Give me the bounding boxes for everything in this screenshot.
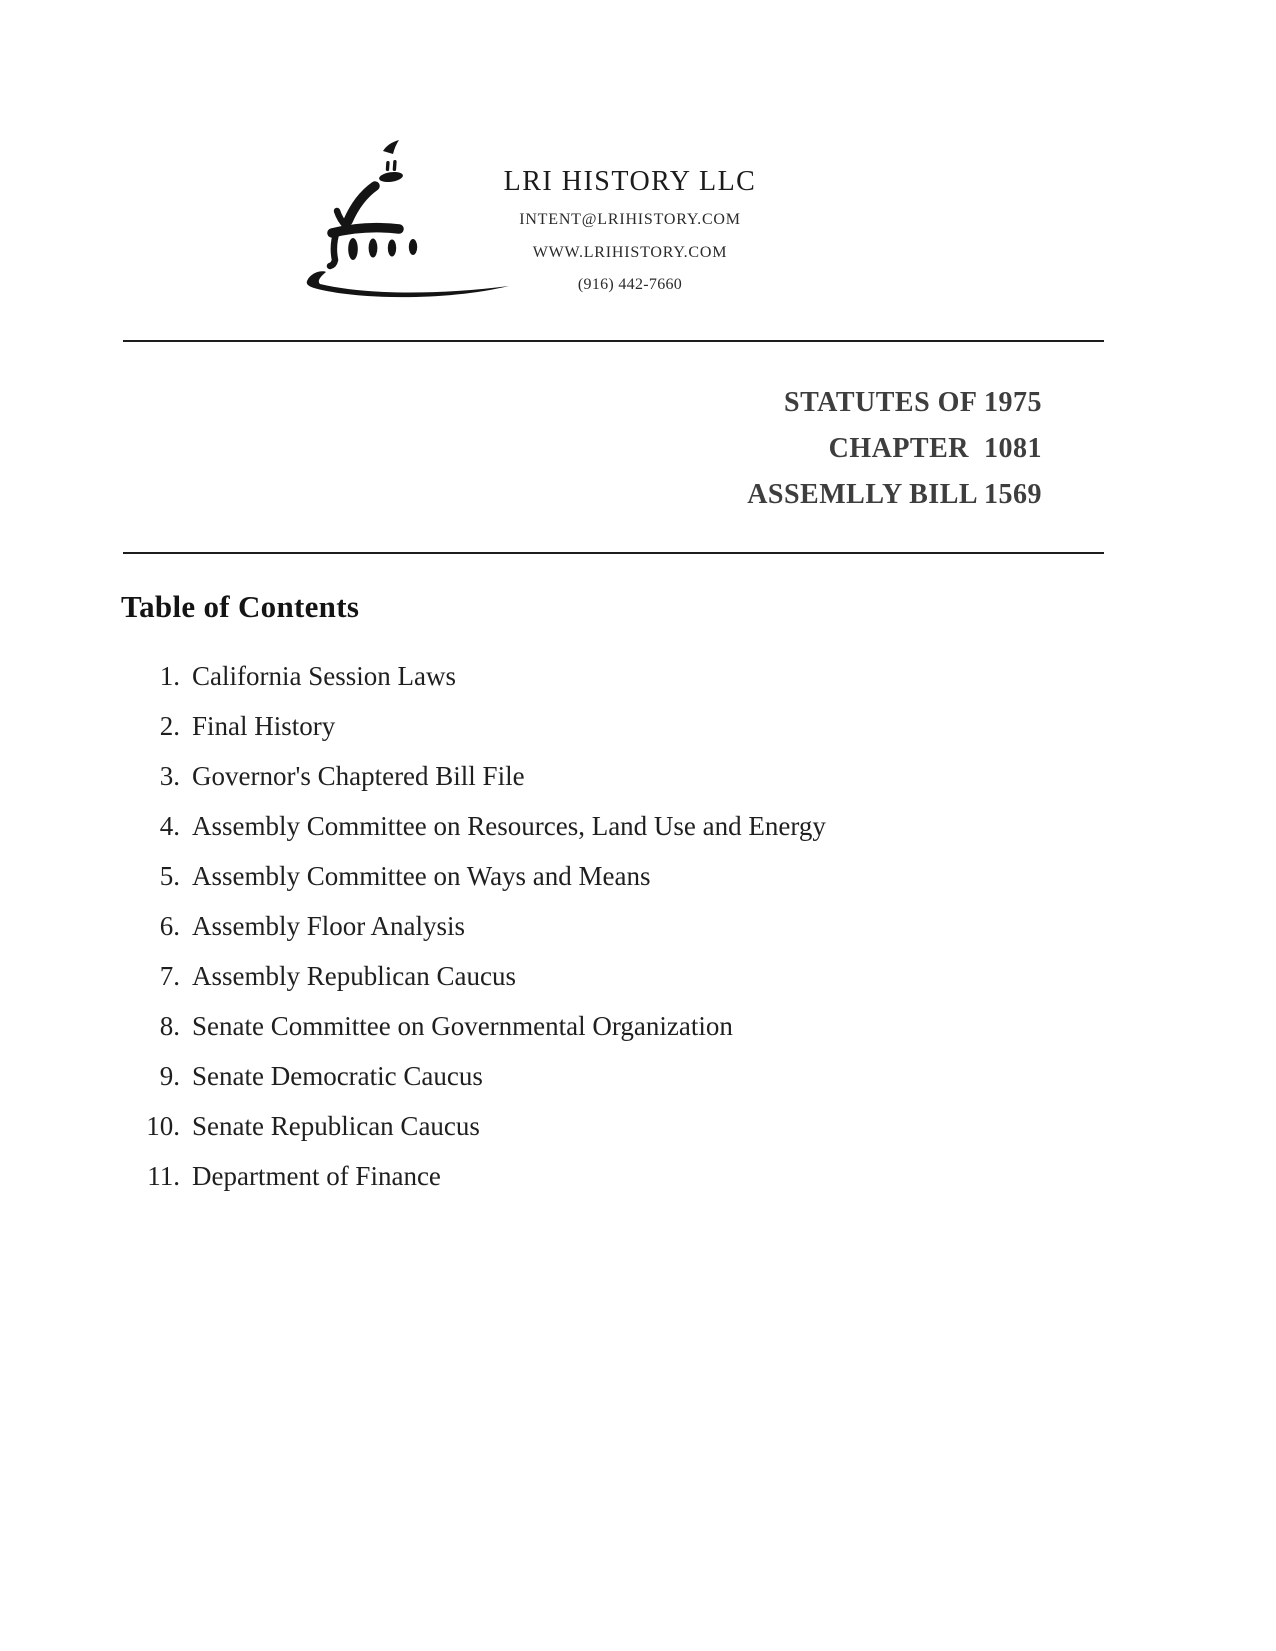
toc-item xyxy=(123,901,826,951)
toc-item-label: Assembly Committee on Ways and Means xyxy=(192,861,651,891)
toc-item xyxy=(123,1051,826,1101)
toc-item xyxy=(123,651,826,701)
toc-item-label: Senate Committee on Governmental Organization xyxy=(192,1011,733,1041)
toc-item xyxy=(123,1101,826,1151)
toc-item xyxy=(123,701,826,751)
statutes-line: STATUTES OF 1975 xyxy=(784,387,1042,418)
toc-list xyxy=(123,651,826,1201)
toc-item xyxy=(123,851,826,901)
toc-item-number: 3. xyxy=(159,761,180,791)
divider-bottom xyxy=(123,552,1104,554)
toc-item xyxy=(123,751,826,801)
toc-item-label: Final History xyxy=(192,711,336,741)
toc-title: Table of Contents xyxy=(121,589,360,624)
toc-item-number: 5. xyxy=(159,861,180,891)
divider-top xyxy=(123,340,1104,342)
letterhead xyxy=(420,165,840,297)
toc-item xyxy=(123,801,826,851)
phone-number: (916) 442-7660 xyxy=(577,276,683,293)
toc-item-label: Assembly Floor Analysis xyxy=(192,911,466,941)
toc-item-number: 9. xyxy=(159,1061,180,1091)
chapter-line: CHAPTER 1081 xyxy=(828,433,1042,464)
toc-item xyxy=(123,1151,826,1201)
toc-item-label: California Session Laws xyxy=(192,661,456,691)
toc-item-label: Senate Democratic Caucus xyxy=(192,1061,483,1091)
toc-item-number: 11. xyxy=(147,1161,180,1191)
company-name: LRI HISTORY LLC xyxy=(503,166,757,197)
email-address: INTENT@LRIHISTORY.COM xyxy=(519,211,741,228)
toc-item-number: 2. xyxy=(159,711,180,741)
toc-item-number: 8. xyxy=(159,1011,180,1041)
website-address: WWW.LRIHISTORY.COM xyxy=(532,244,728,261)
assembly-bill-line: ASSEMLLY BILL 1569 xyxy=(747,479,1042,510)
toc-item-label: Department of Finance xyxy=(192,1161,441,1191)
toc-item xyxy=(123,1001,826,1051)
toc-item xyxy=(123,951,826,1001)
toc-item-number: 6. xyxy=(159,911,180,941)
toc-item-label: Assembly Republican Caucus xyxy=(192,961,516,991)
toc-item-label: Governor's Chaptered Bill File xyxy=(192,761,525,791)
toc-item-number: 4. xyxy=(159,811,180,841)
toc-item-number: 7. xyxy=(159,961,180,991)
bill-reference xyxy=(747,380,1042,518)
toc-item-number: 1. xyxy=(159,661,180,691)
toc-item-label: Assembly Committee on Resources, Land Use and Energy xyxy=(192,811,826,841)
toc-item-label: Senate Republican Caucus xyxy=(192,1111,480,1141)
toc-item-number: 10. xyxy=(146,1111,180,1141)
